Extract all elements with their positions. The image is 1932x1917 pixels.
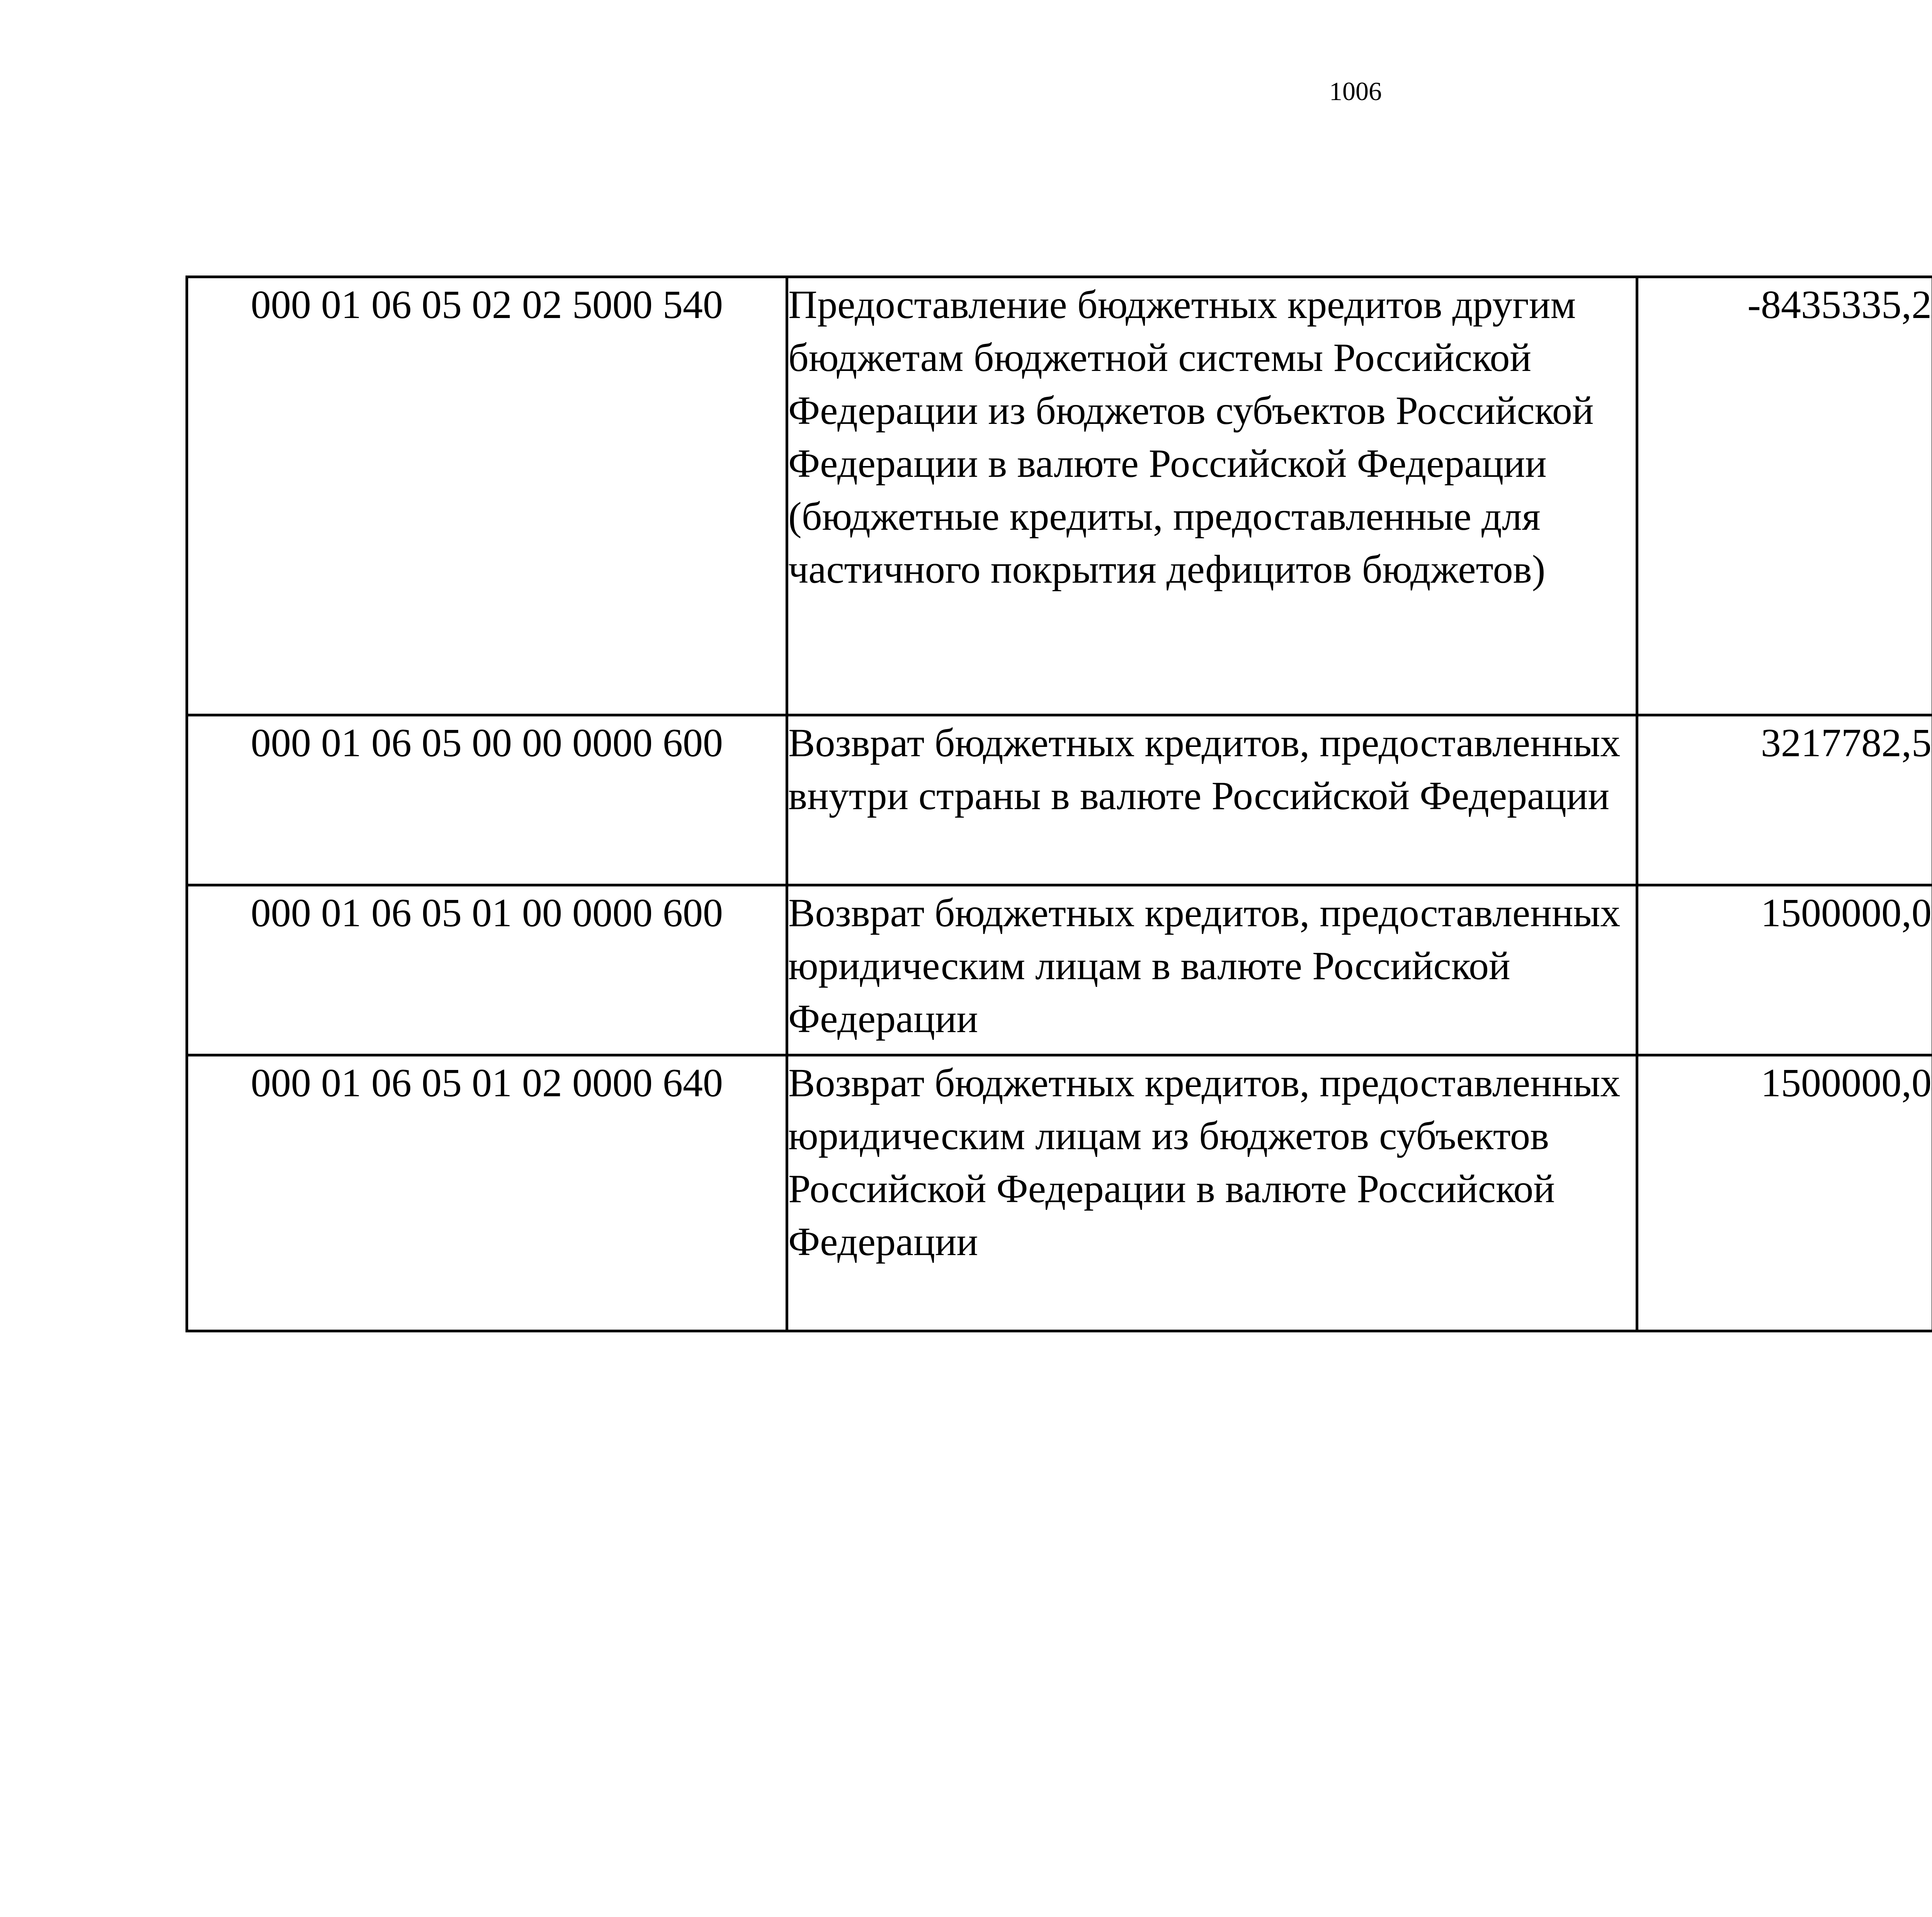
amount-cell-1: 1500000,0 [1637, 885, 1932, 1055]
table-row [187, 885, 1932, 1055]
budget-code-cell: 000 01 06 05 02 02 5000 540 [187, 277, 787, 715]
table-row [187, 1055, 1932, 1331]
table-row [187, 277, 1932, 715]
description-cell: Возврат бюджетных кредитов, предоставленных внутри страны в валюте Российской Федерации [787, 715, 1637, 885]
description-cell: Возврат бюджетных кредитов, предоставленных юридическим лицам в валюте Российской Федерации [787, 885, 1637, 1055]
description-cell: Предоставление бюджетных кредитов другим бюджетам бюджетной системы Российской Федерации из бюджетов субъектов Российской Федерации в валюте Российской Федерации (бюджетные кредиты, предоставленные для частичного покрытия дефицитов бюджетов) [787, 277, 1637, 715]
description-cell: Возврат бюджетных кредитов, предоставленных юридическим лицам из бюджетов субъектов Российской Федерации в валюте Российской Федерации [787, 1055, 1637, 1331]
budget-code-cell: 000 01 06 05 01 00 0000 600 [187, 885, 787, 1055]
budget-code-cell: 000 01 06 05 00 00 0000 600 [187, 715, 787, 885]
budget-code-cell: 000 01 06 05 01 02 0000 640 [187, 1055, 787, 1331]
budget-table [185, 276, 1932, 1332]
table-row [187, 715, 1932, 885]
amount-cell-1: 3217782,5 [1637, 715, 1932, 885]
amount-cell-1: -8435335,2 [1637, 277, 1932, 715]
page-number: 1006 [1329, 77, 1382, 106]
amount-cell-1: 1500000,0 [1637, 1055, 1932, 1331]
